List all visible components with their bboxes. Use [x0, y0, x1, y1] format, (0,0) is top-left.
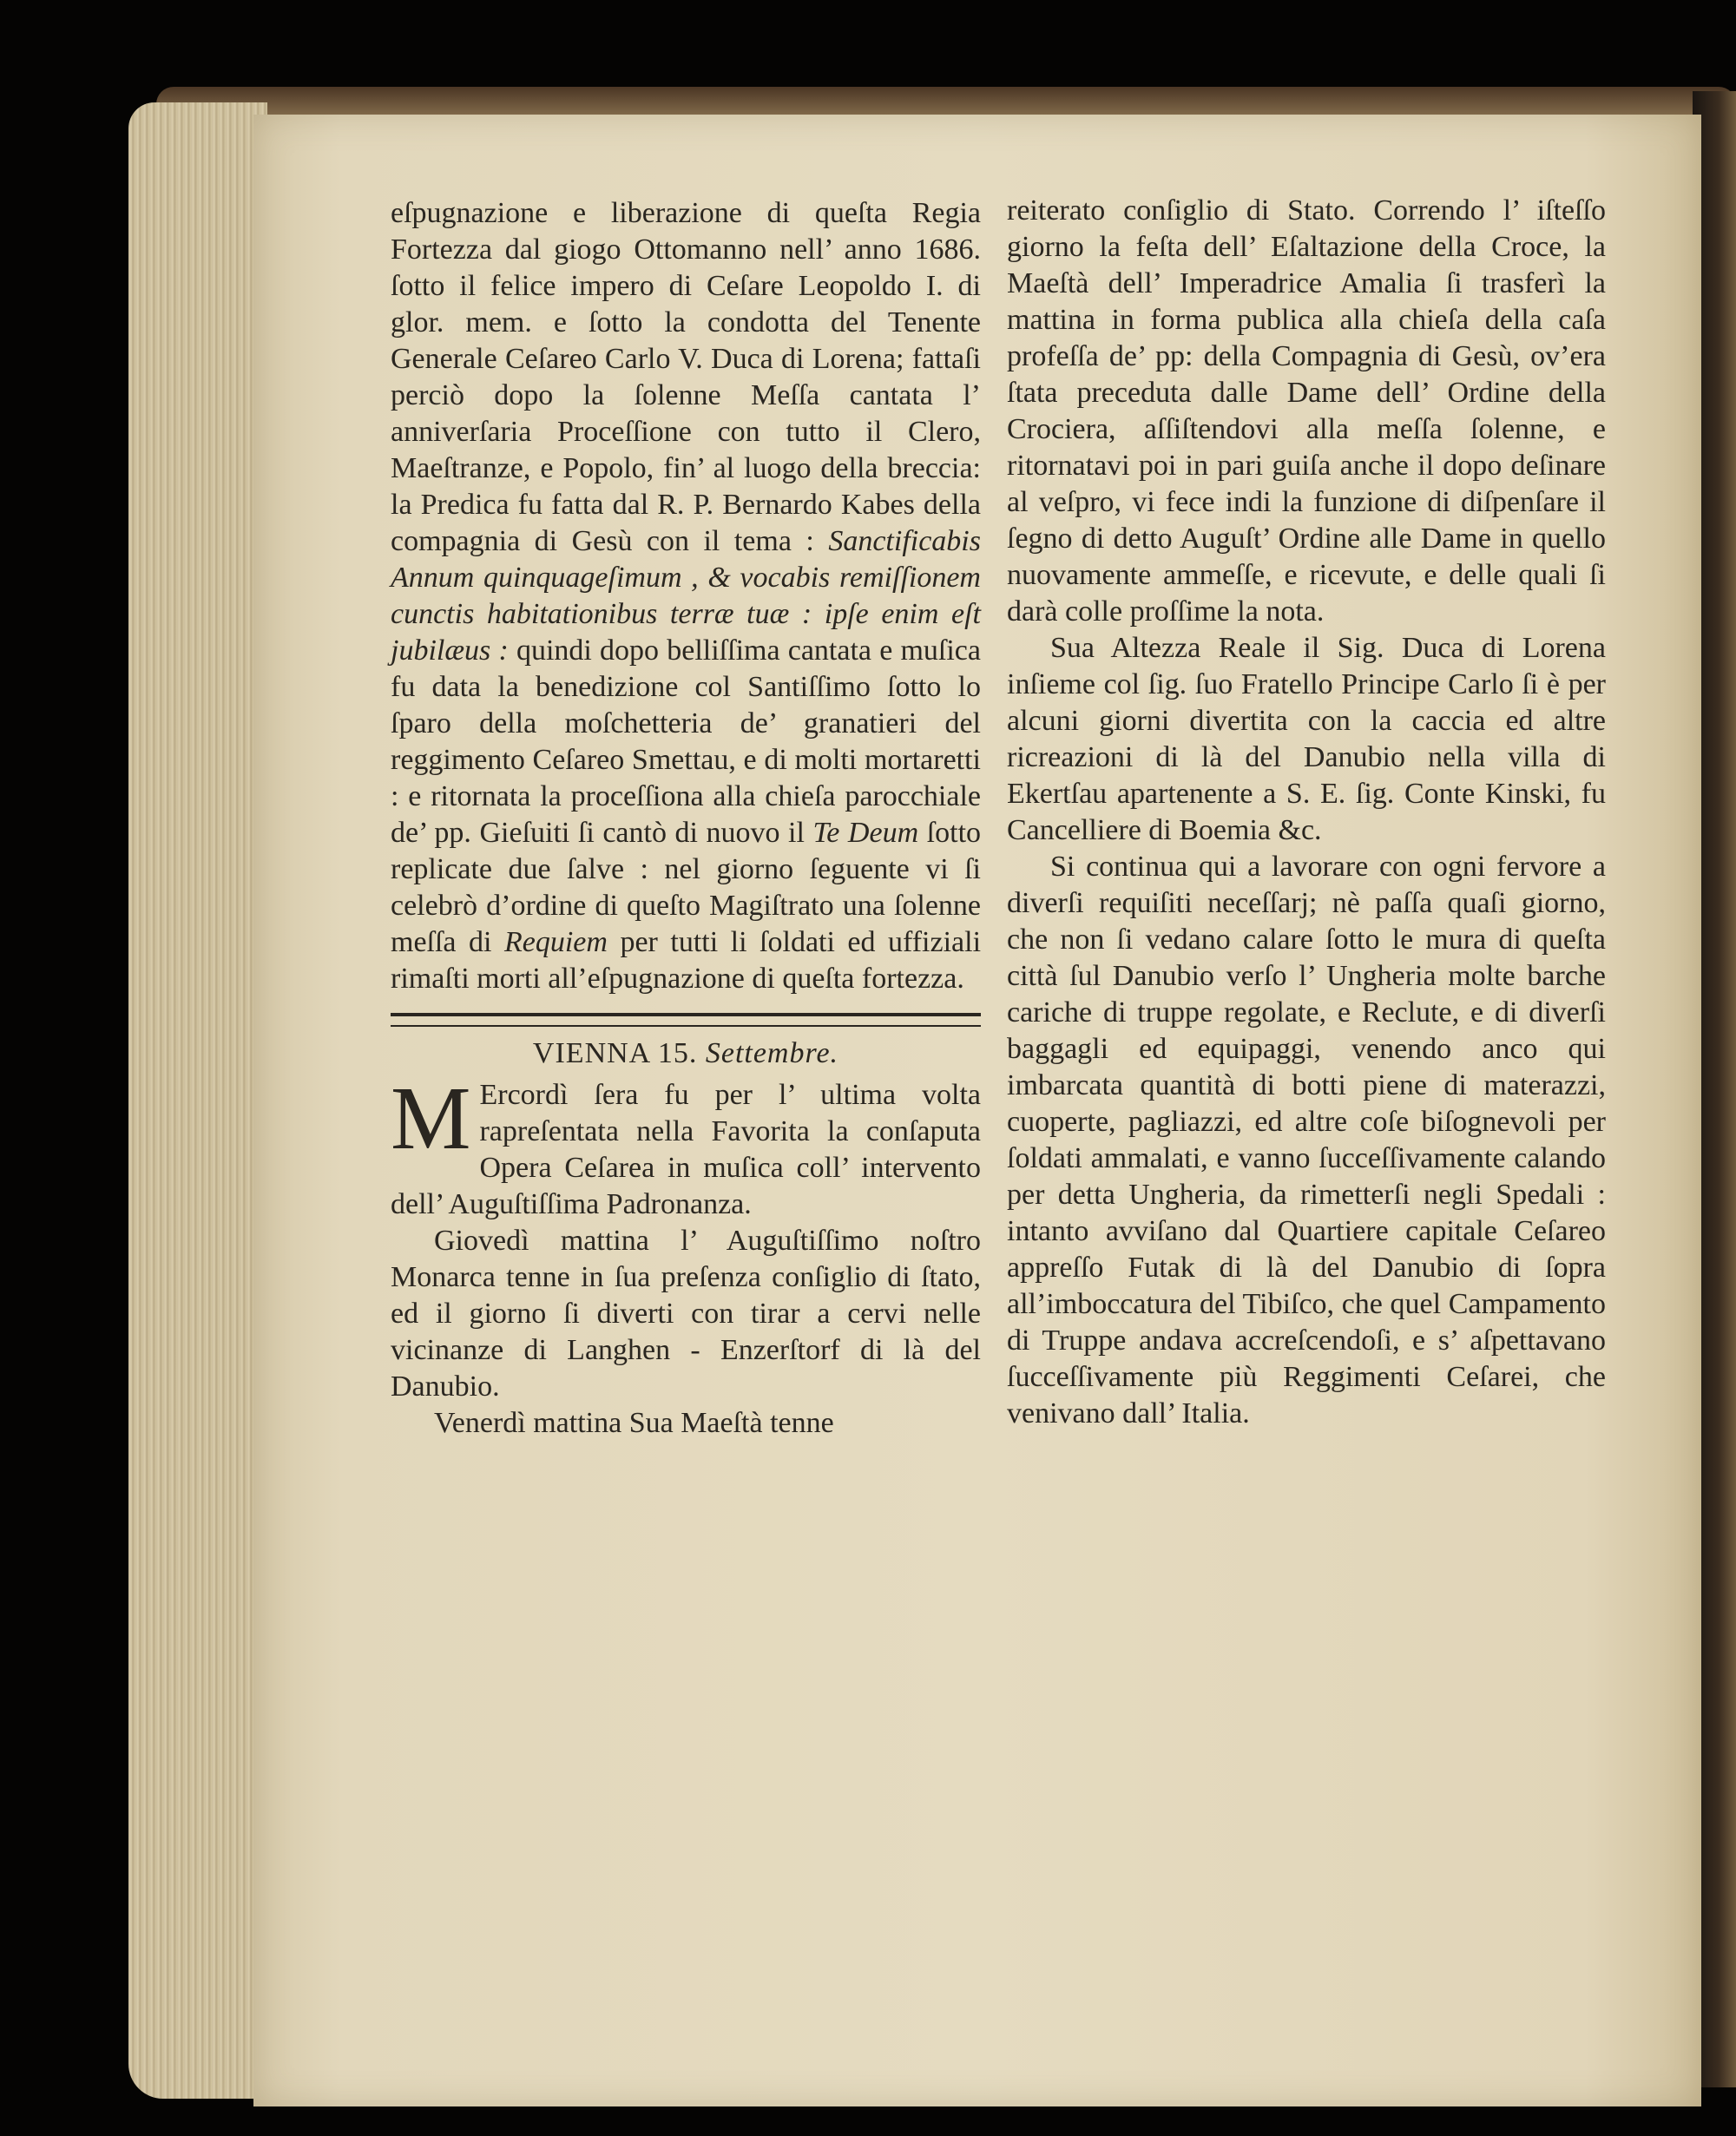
dateline-place: VIENNA 15.: [532, 1037, 698, 1069]
requiem: Requiem: [503, 926, 608, 958]
article-text: [391, 195, 981, 997]
latin-quote: Sanctificabis Annum quinquageſimum , & vocabis remiſſionem cunctis habitationibus terræ tuæ : ipſe enim eſt jubilæus :: [391, 525, 981, 667]
dateline-month: Settembre.: [705, 1037, 839, 1069]
te-deum: Te Deum: [812, 817, 919, 849]
paragraph-2: Giovedì mattina l’ Auguſtiſſimo noſtro Monarca tenne in ſua preſenza conſiglio di ſtato, ed il giorno ſi diverti con tirar a cervi nelle vicinanze di Langhen - Enzerſtorf di là del Danubio.: [391, 1225, 981, 1403]
paragraph-1: [391, 1068, 981, 1223]
right-paragraph-2: Sua Altezza Reale il Sig. Duca di Lorena inſieme col ſig. ſuo Fratello Principe Carlo ſi è per alcuni giorni divertita con la caccia ed altre ricreazioni di là del Danubio nella villa di Ekertſau apartenente a S. E. ſig. Conte Kinski, fu Cancelliere di Boemia &c.: [1007, 632, 1606, 846]
paragraph-3: Venerdì mattina Sua Maeſtà tenne: [434, 1407, 834, 1439]
dateline: [391, 1035, 981, 1072]
article-continuation-4: per tutti li ſoldati ed uffiziali rimaſti morti all’eſpugnazione di queſta fortezza.: [391, 926, 982, 995]
right-paragraph-1: reiterato conſiglio di Stato. Correndo l’ iſteſſo giorno la feſta dell’ Eſaltazione della Croce, la Maeſtà dell’ Imperadrice Amalia ſi trasferì la mattina in forma publica alla chieſa della caſa profeſſa de’ pp: della Compagnia di Gesù, ov’era ſtata preceduta dalle Dame dell’ Ordine della Crociera, aſſiſtendovi alla meſſa ſolenne, e ritornatavi poi in pari guiſa anche il dopo deſinare al veſpro, vi fece indi la funzione di diſpenſare il ſegno di detto Auguſt’ Ordine alle Dame in quello nuovamente ammeſſe, e ricevute, e delle quali ſi darà colle proſſime la nota.: [1007, 194, 1606, 628]
article-continuation-2: quindi dopo belliſſima cantata e muſica fu data la benedizione col Santiſſimo ſotto lo ſparo della moſchetteria de’ granatieri del reggimento Ceſareo Smettau, e di molti mortaretti : e ritornata la proceſſiona alla chieſa parocchiale de’ pp. Gieſuiti ſi cantò di nuovo il: [391, 634, 981, 849]
section-divider: [391, 1013, 981, 1027]
right-column: [1007, 193, 1606, 1432]
right-paragraph-3: Si continua qui a lavorare con ogni fervore a diverſi requiſiti neceſſarj; nè paſſa quaſi giorno, che non ſi vedano calare ſotto le mura di queſta città ſul Danubio verſo l’ Ungheria molte barche cariche di truppe regolate, e Reclute, e di diverſi baggagli ed equipaggi, venendo anco qui imbarcata quantità di botti piene di materazzi, cuoperte, pagliazzi, ed altre coſe biſognevoli per ſoldati ammalati, e vanno ſucceſſivamente calando per detta Ungheria, da rimetterſi negli Spedali : intanto avviſano dal Quartiere capitale Ceſareo appreſſo Futak di là del Danubio di ſopra all’imboccatura del Tibiſco, che quel Campamento di Truppe andava accreſcendoſi, e s’ aſpettavano ſucceſſivamente più Reggimenti Ceſarei, che venivano dall’ Italia.: [1007, 851, 1606, 1429]
paragraph-1-text: Ercordì ſera fu per l’ ultima volta rapreſentata nella Favorita la conſaputa Opera Ceſarea in muſica coll’ intervento dell’ Auguſtiſſima Padronanza.: [391, 1079, 981, 1220]
article-continuation: eſpugnazione e liberazione di queſta Regia Fortezza dal giogo Ottomanno nell’ anno 1686. ſotto il felice impero di Ceſare Leopoldo I. di glor. mem. e ſotto la condotta del Tenente Generale Ceſareo Carlo V. Duca di Lorena; fattaſi perciò dopo la ſolenne Meſſa cantata l’ anniverſaria Proceſſione con tutto il Clero, Maeſtranze, e Popolo, fin’ al luogo della breccia: la Predica fu fatta dal R. P. Bernardo Kabes della compagnia di Gesù con il tema :: [391, 197, 981, 557]
article-continuation-3: ſotto replicate due ſalve : nel giorno ſeguente vi ſi celebrò d’ordine di queſto Magiſtrato una ſolenne meſſa di: [391, 817, 982, 958]
left-column: [391, 195, 981, 1442]
drop-cap: M: [391, 1068, 471, 1168]
page-stack-edge: [128, 102, 267, 2099]
